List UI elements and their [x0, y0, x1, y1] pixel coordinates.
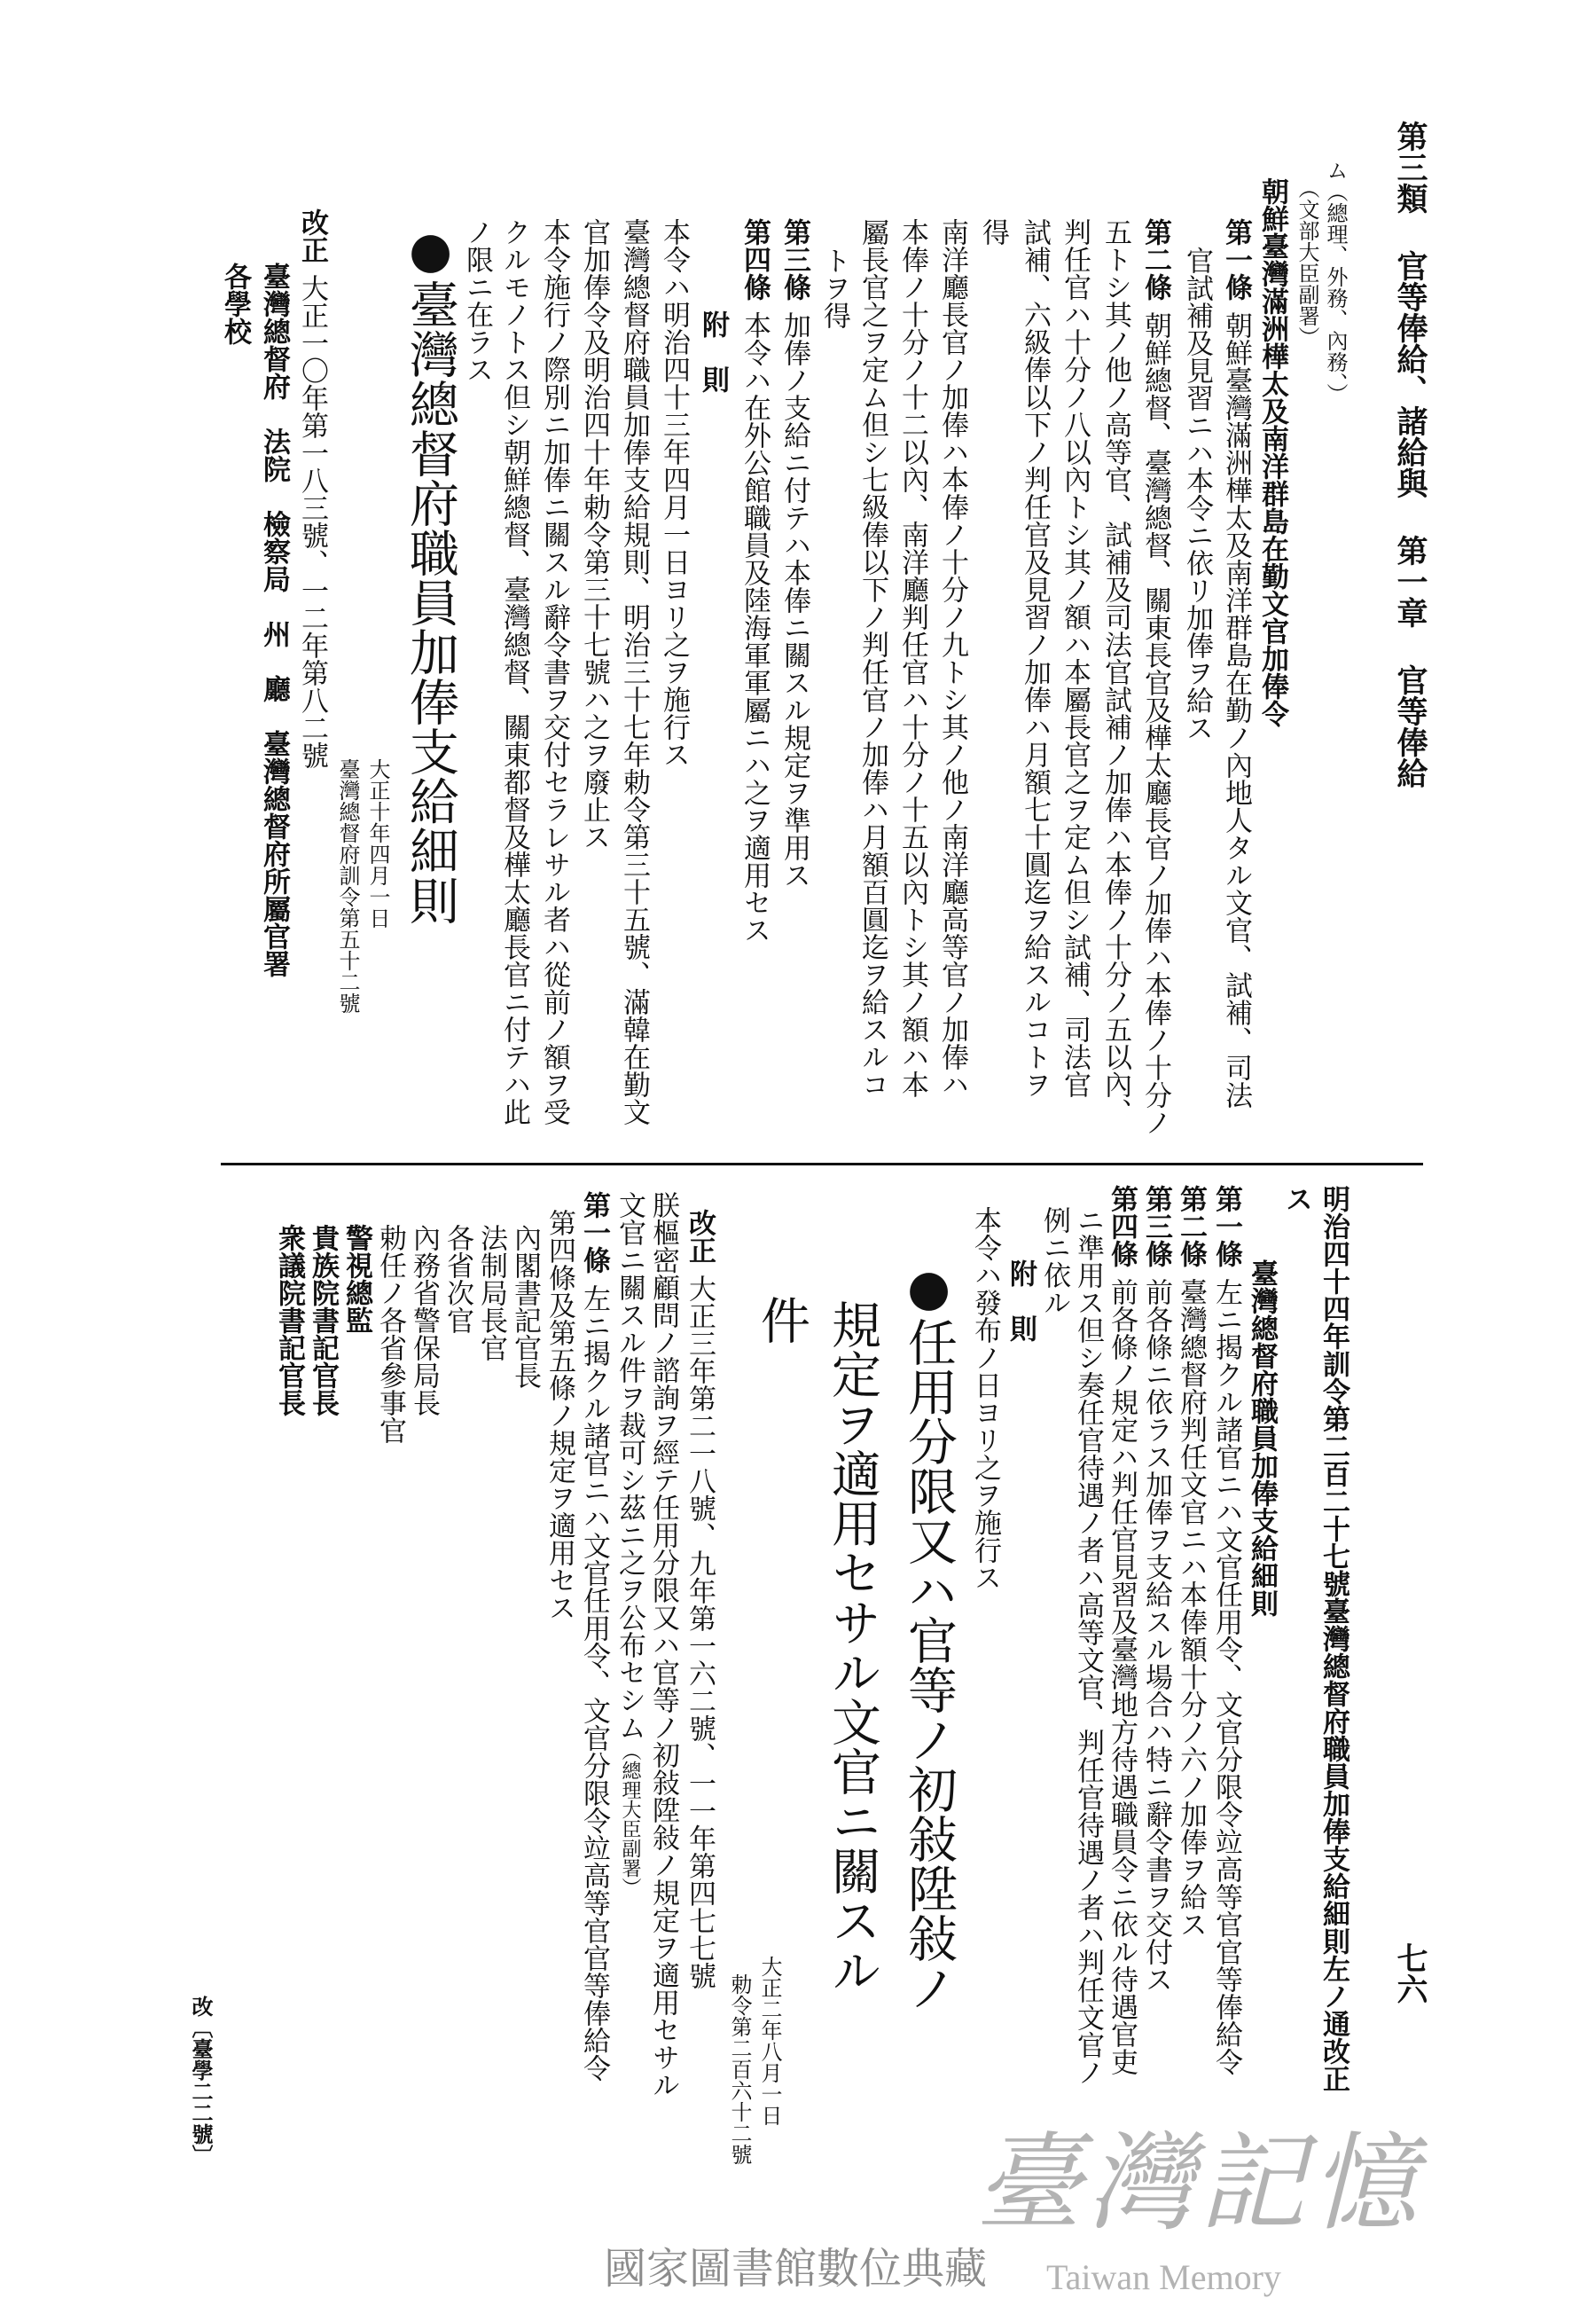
preamble-text: 文官ニ關スル件ヲ裁可シ茲ニ之ヲ公布セシム [614, 1191, 645, 1741]
section-date: 大正二年八月一日 [757, 1956, 782, 2126]
article-label: 第一條 [578, 1191, 610, 1274]
official-item: 內務省警保局長 [408, 1224, 440, 1416]
article-label: 第二條 [1139, 218, 1171, 301]
amendment-note [297, 208, 327, 769]
annotation-cosigners-2: （文部大臣副署） [1295, 177, 1319, 348]
preamble-line-2 [614, 1191, 645, 1897]
applicable-offices-2: 各學校 [219, 263, 251, 345]
article-text: 前各條ノ規定ハ判任官見習及臺灣地方待遇職員令ニ依ル待遇官吏 [1106, 1278, 1138, 2075]
amendment-note [685, 1209, 715, 1989]
law-title: 朝鮮臺灣滿洲樺太及南洋群島在勤文官加俸令 [1256, 177, 1288, 727]
supplementary-line: クルモノトス但シ朝鮮總督、臺灣總督、關東都督及樺太廳長官ニ付テハ此 [498, 218, 530, 1126]
taiwan-memory-watermark-en: Taiwan Memory [1046, 2257, 1281, 2297]
article-2-line: トヲ得 [818, 247, 850, 329]
amendment-label: 改正 [684, 1209, 716, 1264]
official-item: 衆議院書記官長 [273, 1224, 305, 1416]
article-label: 第三條 [778, 218, 810, 301]
supplementary-heading: 附 則 [697, 310, 729, 393]
article-label: 第一條 [1220, 218, 1252, 301]
article-1-cont: 官試補及見習ニハ本令ニ依リ加俸ヲ給ス [1181, 247, 1213, 741]
official-item: 貴族院書記官長 [307, 1224, 339, 1416]
article-1-cont: 第四條及第五條ノ規定ヲ適用セス [544, 1209, 575, 1621]
article-3 [1141, 1185, 1171, 1993]
article-text: 朝鮮總督、臺灣總督、關東長官及樺太廳長官ノ加俸ハ本俸ノ十分ノ [1139, 311, 1171, 1136]
article-4 [1107, 1185, 1137, 2075]
official-item: 勅任ノ各省參事官 [374, 1224, 406, 1444]
section-decree: 勅令第二百六十二號 [727, 1973, 752, 2165]
article-2-line: 南洋廳長官ノ加俸ハ本俸ノ十分ノ九トシ其ノ他ノ南洋廳高等官ノ加俸ハ [936, 218, 968, 1098]
bullet-icon: ● [900, 1259, 958, 1317]
section-decree: 臺灣總督府訓令第五十二號 [335, 758, 360, 1014]
article-2-line: 本俸ノ十分ノ十二以內、南洋廳判任官ハ十分ノ十五以內トシ其ノ額ハ本 [896, 218, 928, 1098]
official-item: 各省次官 [442, 1224, 473, 1334]
article-text: 朝鮮臺灣滿洲樺太及南洋群島在勤ノ內地人タル文官、試補、司法 [1220, 311, 1252, 1109]
annotation-cosigners: ム（總理、外務、內務、） [1323, 160, 1348, 404]
article-text: 左ニ揭クル諸官ニハ文官任用令、文官分限令竝高等官官等俸給令 [1210, 1278, 1242, 2075]
article-4 [739, 218, 770, 944]
footer-note: 改〔臺學二二號〕 [188, 1996, 214, 2166]
article-1 [579, 1191, 609, 2082]
article-2-line: 五トシ其ノ他ノ高等官、試補及司法官試補ノ加俸ハ本俸ノ十分ノ五以內、 [1099, 218, 1131, 1126]
article-3 [779, 218, 810, 889]
amendment-label: 改正 [296, 208, 328, 263]
section-title-text: 臺灣總督府職員加俸支給細則 [402, 279, 459, 925]
supplementary-line: ノ限ニ在ラス [461, 218, 493, 383]
article-text: 左ニ揭クル諸官ニハ文官任用令、文官分限令竝高等官官等俸給令 [578, 1284, 610, 2082]
section-title-text: 任用分限又ハ官等ノ初敍陞敍ノ [900, 1317, 958, 2012]
taiwan-memory-watermark: 臺灣記憶 [975, 2122, 1422, 2246]
section-title-line-2: 規定ヲ適用セサル文官ニ關スル [824, 1299, 881, 1995]
supplementary-line: 臺灣總督府職員加俸支給規則、明治三十七年勅令第三十五號、滿韓在勤文 [618, 218, 650, 1126]
supplementary-line: 官加俸令及明治四十年勅令第三十七號ハ之ヲ廢止ス [578, 218, 610, 851]
article-2-line: 屬長官之ヲ定ム但シ七級俸以下ノ判任官ノ加俸ハ月額百圓迄ヲ給スルコ [857, 218, 888, 1098]
supplementary-heading: 附 則 [1005, 1259, 1037, 1342]
article-4-line: ニ準用ス但シ奏任官待遇ノ者ハ高等文官、判任官待遇ノ者ハ判任文官ノ [1072, 1206, 1104, 2086]
article-text: 臺灣總督府判任文官ニハ本俸額十分ノ六ノ加俸ヲ給ス [1175, 1278, 1207, 1938]
article-1 [1221, 218, 1251, 1109]
applicable-offices: 臺灣總督府 法院 檢察局 州 廳 臺灣總督府所屬官署 [258, 263, 290, 977]
article-text: 加俸ノ支給ニ付テハ本俸ニ關スル規定ヲ準用ス [778, 311, 810, 889]
article-text: 本令ハ在外公館職員及陸海軍軍屬ニハ之ヲ適用セス [739, 311, 771, 944]
official-item: 警視總監 [340, 1224, 372, 1334]
article-text: 前各條ニ依ラス加俸ヲ支給スル場合ハ特ニ辭令書ヲ交付ス [1140, 1278, 1172, 1993]
article-label: 第一條 [1210, 1185, 1242, 1267]
article-2-line: 得 [977, 218, 1009, 246]
preamble-annotation: （總理大臣副署） [619, 1741, 641, 1897]
section-date: 大正十年四月一日 [365, 758, 390, 929]
running-header: 第三類 官等俸給、諸給與 第一章 官等俸給 [1392, 121, 1428, 788]
official-item: 內閣書記官長 [509, 1224, 541, 1389]
section-title [403, 222, 457, 925]
article-label: 第三條 [1140, 1185, 1172, 1267]
article-2-line: 判任官ハ十分ノ八以內トシ其ノ額ハ本屬長官之ヲ定ム但シ試補、司法官 [1059, 218, 1091, 1098]
amendment-intro-cont: ス [1280, 1185, 1312, 1212]
article-4-line: 例ニ依ル [1038, 1206, 1070, 1316]
section-divider [221, 1163, 1423, 1165]
amendment-text: 大正三年第二一八號、九年第一六二號、一一年第四七七號 [684, 1275, 716, 1989]
article-2 [1140, 218, 1170, 1136]
article-2 [1176, 1185, 1206, 1938]
section-title-line-1 [900, 1259, 958, 2012]
supplementary-line: 本令ハ明治四十三年四月一日ヨリ之ヲ施行ス [658, 218, 690, 768]
supplementary-line: 本令施行ノ際別ニ加俸ニ關スル辭令書ヲ交付セラレサル者ハ從前ノ額ヲ受 [538, 218, 570, 1126]
bullet-icon: ● [402, 222, 459, 279]
article-label: 第二條 [1175, 1185, 1207, 1267]
preamble-line-1: 朕樞密顧問ノ諮詢ヲ經テ任用分限又ハ官等ノ初敍陞敍ノ規定ヲ適用セサル [647, 1191, 679, 2098]
official-item: 法制局長官 [475, 1224, 507, 1361]
article-2-line: 試補、六級俸以下ノ判任官及見習ノ加俸ハ月額七十圓迄ヲ給スルコトヲ [1019, 218, 1051, 1098]
section-title-line-3: 件 [753, 1295, 810, 1345]
article-label: 第四條 [739, 218, 771, 301]
amendment-intro: 明治四十四年訓令第二百二十七號臺灣總督府職員加俸支給細則左ノ通改正 [1318, 1185, 1350, 2092]
supplementary-text: 本令ハ發布ノ日ヨリ之ヲ施行ス [969, 1206, 1001, 1591]
sub-title: 臺灣總督府職員加俸支給細則 [1246, 1259, 1278, 1617]
page-number: 七六 [1392, 1942, 1428, 2004]
amendment-text: 大正一〇年第一八三號、一二年第八二號 [296, 274, 328, 769]
article-label: 第四條 [1106, 1185, 1138, 1267]
library-watermark: 國家圖書館數位典藏 [604, 2244, 988, 2294]
article-1 [1211, 1185, 1241, 2075]
